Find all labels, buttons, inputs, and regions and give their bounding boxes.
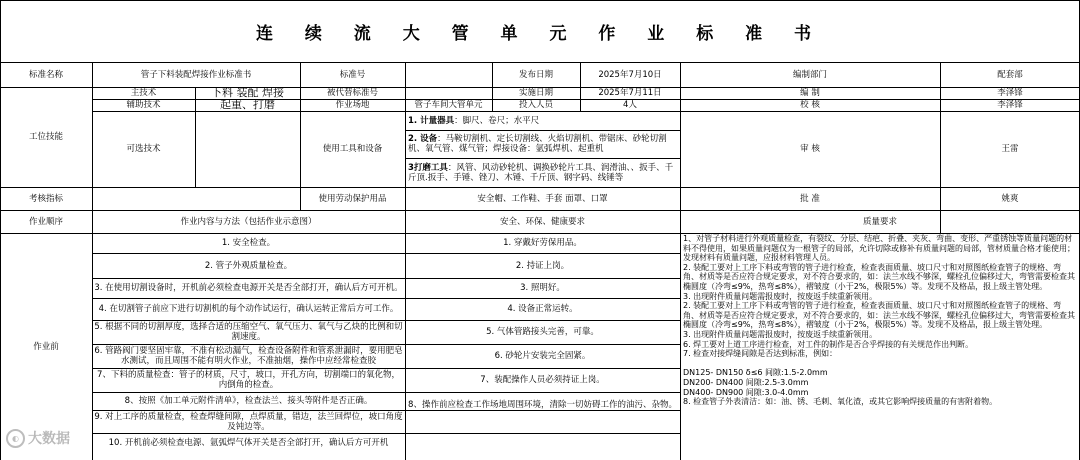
skill-label: 工位技能: [28, 132, 63, 142]
std-no-label: 标准号: [339, 69, 366, 80]
main-tech-value: 下料 装配 焊接: [211, 87, 284, 99]
step-item: 8、按照《加工单元附件清单》，检查法兰、接头等附件是否正确。: [124, 396, 373, 406]
tools-label: 使用工具和设备: [322, 144, 383, 154]
review-value: 王雷: [1001, 144, 1019, 154]
col-safety-header: 安全、环保、健康要求: [499, 216, 585, 227]
site-label: 作业场地: [335, 100, 370, 110]
ppe-value: 安全帽、工作鞋、手套 面罩、口罩: [477, 193, 608, 204]
safety-item: 6. 砂轮片安装完全固紧。: [494, 351, 591, 361]
document-title: 连 续 流 大 管 单 元 作 业 标 准 书: [255, 23, 825, 44]
watermark-text: 大数据: [28, 431, 70, 447]
step-item: 4. 在切割管子前应下进行切割机的每个动作试运行，确认运转正常后方可工作。: [98, 304, 399, 314]
impl-date-label: 实施日期: [518, 88, 553, 98]
dept-value: 配套部: [997, 69, 1023, 80]
main-tech-label: 主技术: [130, 88, 157, 98]
col-content-header: 作业内容与方法（包括作业示意图）: [180, 216, 317, 227]
safety-item: 1. 穿戴好劳保用品。: [503, 238, 582, 248]
step-item: 6. 管路阀门要坚固牢靠，不准有松动漏气，检查设备附件和管系泄漏时，要用肥皂水测试，而且周围不能有明火作业，不准抽烟，操作中应经常检查胶: [94, 346, 403, 366]
step-item: 9. 对上工序的质量检查，检查焊缝间隙，点焊质量，错边，法兰回焊位，坡口角度及钝边等。: [94, 411, 403, 432]
staff-value: 4人: [623, 100, 637, 110]
step-item: 1. 安全检查。: [221, 238, 276, 248]
tools-grinding-title: 3打磨工具: [408, 162, 448, 173]
safety-item: 7、装配操作人员必须持证上岗。: [480, 375, 605, 385]
staff-label: 投入人员: [518, 100, 553, 110]
border-top: [0, 0, 1080, 1]
safety-item: 4. 设备正常运转。: [507, 304, 578, 314]
ppe-label: 使用劳动保护用品: [318, 193, 387, 204]
watermark-logo-icon: ◐: [6, 429, 25, 448]
replace-no-label: 被代替标准号: [326, 88, 378, 98]
aux-tech-value: 起重、打磨: [220, 99, 275, 111]
step-item: 5. 根据不同的切割厚度，选择合适的压缩空气、氧气压力、氧气与乙炔的比例和切割速度。: [94, 322, 403, 342]
watermark: [6, 428, 70, 448]
publish-date-label: 发布日期: [518, 69, 553, 80]
check-label: 校 核: [800, 100, 820, 110]
compile-label: 编 制: [800, 88, 820, 98]
aux-tech-label: 辅助技术: [126, 100, 161, 110]
col-quality-header: 质量要求: [862, 216, 897, 227]
step-item: 7、下料的质量检查：管子的材质，尺寸，坡口，开孔方向，切割端口的氧化物，内倒角的检查。: [97, 370, 400, 390]
tools-measuring-title: 1. 计量器具: [408, 115, 455, 126]
quality-requirements: 1、对管子材料进行外观质量检查，有裂纹、分层、结疤、折叠、夹灰、弯曲、变形、严重锈蚀等质量问题的材料不得使用，如果质量问题仅为一根管子的局部，允许切除或修补有质量问题的局部，管材质量合格才能使用；发现材料有质量问题，应报材料管理人员。 2. 装配工要对上工序下料或弯管的管子进行检查，检查表面质量、坡口尺寸和对照图纸检查管子的规格、弯角、材质等是否应符合规定要求，对不符合要求的，如：法兰水线不够深，螺栓孔位偏移过大，弯管需要检查其椭圆度（冷弯≤9%，热弯≤8%），褶皱度（小于2%，极限5%）等。发现不及格品，报上级主管处理。 3. 出现附件质量问题需报废时，按废返手续重新领用。 2. 装配工要对上工序下料或弯管的管子进行检查，检查表面质量、坡口尺寸和对照图纸检查管子的规格、弯角、材质等是否应符合规定要求，对不符合要求的，如：法兰水线不够深，螺栓孔位偏移过大，弯管需要检查其椭圆度（冷弯≤9%，热弯≤8%），褶皱度（小于2%，极限5%）等。发现不及格品，报上级主管处理。 3. 出现附件质量问题需报废时，按废返手续重新领用。 6. 焊工要对上道工序进行检查，对工件的制作是否合乎焊接的有关规范作出判断。 7. 检查对接焊缝间隙是否达到标准，例如： DN125- DN150 δ≤6 间隙:1.5-2.0mm DN200- DN400 间隙:2.5-3.0mm DN400- DN900 间隙:3.0-4.0mm 8. 检查管子外表清洁：如：油、锈、毛刺、氧化渣，或其它影响焊接质量的有害附着物。: [683, 234, 1075, 407]
impl-date-value: 2025年7月11日: [598, 88, 662, 98]
tools-grinding: [405, 158, 680, 187]
std-name-value: 管子下料装配焊接作业标准书: [140, 69, 252, 80]
safety-item: 8、操作前应检查工作场地周围环境，清除一切妨碍工作的油污、杂物。: [408, 399, 677, 410]
safety-item: 3. 照明好。: [520, 283, 565, 293]
tools-measuring: [405, 111, 680, 130]
approve-value: 姚爽: [1001, 193, 1019, 204]
step-item: 10. 开机前必须检查电源、氩弧焊气体开关是否全部打开，确认后方可开机: [108, 438, 389, 448]
safety-item: 2. 持证上岗。: [515, 260, 570, 271]
tools-equipment-title: 2. 设备: [408, 134, 438, 144]
compile-value: 李泽锋: [997, 88, 1023, 98]
tools-equipment-text: ：马鞍切割机、定长切割线、火焰切割机、带锯床、砂轮切割机、氧气管、煤气管；焊接设备：氩弧焊机、起重机: [408, 134, 667, 154]
std-name-label: 标准名称: [28, 69, 63, 80]
safety-item: 5. 气体管路接头完善，可靠。: [486, 327, 599, 337]
publish-date-value: 2025年7月10日: [598, 69, 662, 80]
check-value: 李泽锋: [997, 100, 1023, 110]
site-value: 管子车间大管单元: [414, 100, 483, 110]
step-item: 2. 管子外观质量检查。: [204, 260, 293, 271]
kpi-label: 考核指标: [28, 193, 63, 204]
phase-label: 作业前: [33, 341, 59, 352]
tools-grinding-text: ：风管、风动砂轮机、调换砂轮片工具、润滑油、、扳手、千斤顶.扳手、手锤、锉刀、木锤、千斤顶、钢字码、线锤等: [408, 162, 674, 183]
approve-label: 批 准: [800, 193, 820, 204]
tools-equipment: [405, 130, 680, 158]
review-label: 审 核: [800, 144, 820, 154]
dept-label: 编制部门: [792, 69, 827, 80]
tools-measuring-text: ：脚尺、卷尺；水平尺: [454, 115, 540, 126]
col-order-header: 作业顺序: [28, 216, 63, 227]
step-item: 3. 在使用切割设备时，开机前必须检查电源开关是否全部打开，确认后方可开机。: [94, 283, 403, 293]
optional-tech-label: 可选技术: [126, 144, 161, 154]
